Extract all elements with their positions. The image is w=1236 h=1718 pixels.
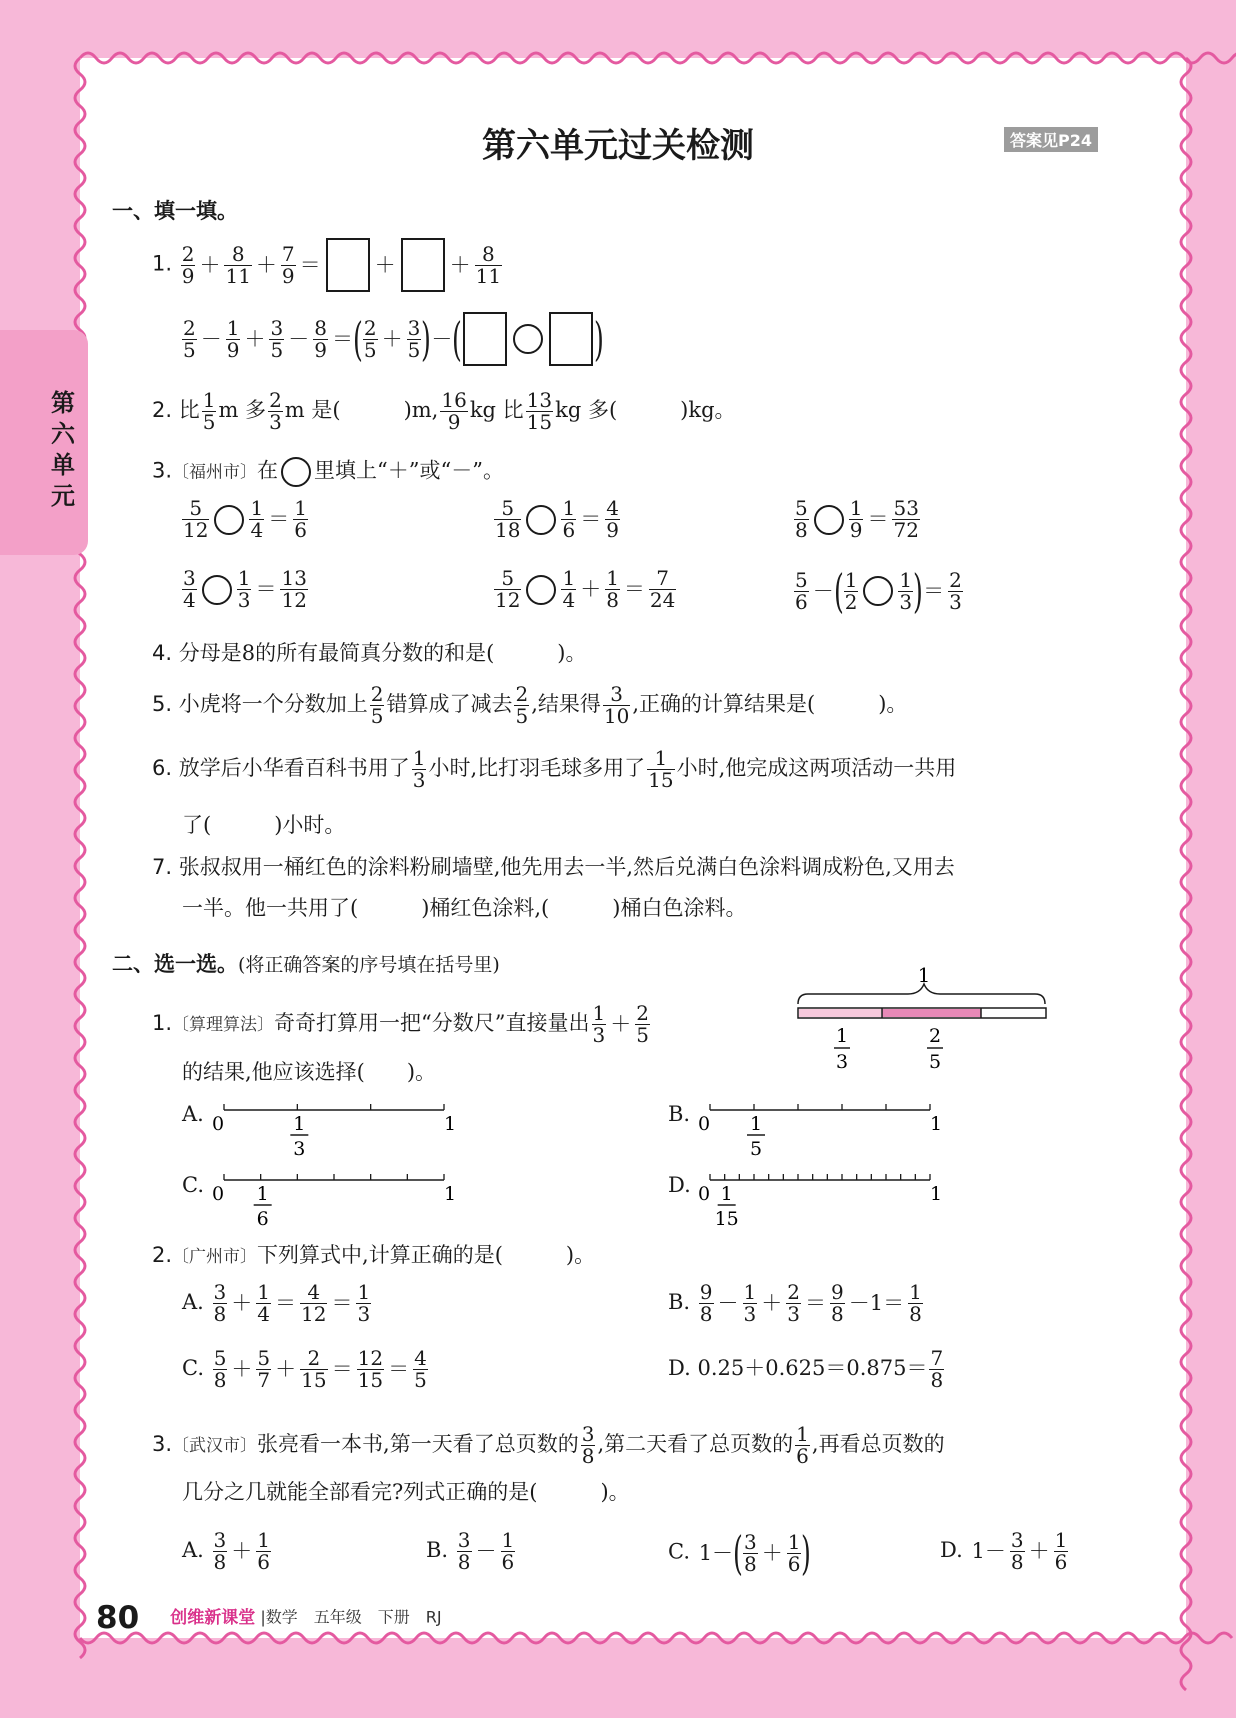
answer-box[interactable]	[463, 312, 507, 366]
q1-6-line1: 6. 放学后小华看百科书用了 $\frac{1}{3}$ 小时,比打羽毛球多用了 $\frac{1}{15}$ 小时,他完成这两项活动一共用	[152, 746, 957, 792]
operator-circle[interactable]	[526, 505, 556, 535]
q1-3-r2c1: $\frac{3}{4}$ $\frac{1}{3}$ ＝ $\frac{13}{12}$	[183, 566, 307, 612]
ruler-zero-label: 0	[697, 1183, 711, 1205]
page-number: 80	[96, 1600, 140, 1636]
q1-6-line2: 了( )小时。	[182, 813, 346, 837]
q1-3-r2c2: $\frac{5}{12}$ $\frac{1}{4}$ ＋ $\frac{1}{8}$ ＝ $\frac{7}{24}$	[495, 566, 676, 612]
q2-2-option-d[interactable]: D. 0.25＋0.625＝0.875＝ $\frac{7}{8}$	[668, 1346, 944, 1392]
page-footer	[96, 1600, 442, 1636]
q1-7-line2: 一半。他一共用了( )桶红色涂料,( )桶白色涂料。	[182, 896, 747, 920]
operator-circle[interactable]	[863, 576, 893, 606]
bar-segment-2-5	[882, 1009, 981, 1017]
ruler-zero-label: 0	[697, 1113, 711, 1135]
operator-circle-icon	[281, 457, 311, 487]
q1-5: 5. 小虎将一个分数加上 $\frac{2}{5}$ 错算成了减去 $\frac{2}{5}$ ,结果得 $\frac{3}{10}$ ,正确的计算结果是( )。	[152, 682, 908, 728]
q2-3-option-d[interactable]: D. 1－ $\frac{3}{8}$ ＋ $\frac{1}{6}$	[940, 1528, 1068, 1574]
ruler-fraction-num: 1	[749, 1113, 763, 1135]
option-c-letter[interactable]: C.	[182, 1173, 204, 1197]
section2-heading: 二、选一选。(将正确答案的序号填在括号里)	[112, 952, 500, 976]
q1-1-line1: 1. $\frac{2}{9}$ ＋ $\frac{8}{11}$ ＋ $\frac{7}{9}$ ＝ ＋ ＋ $\frac{8}{11}$	[152, 238, 504, 292]
q2-3-line2: 几分之几就能全部看完?列式正确的是( )。	[182, 1480, 630, 1504]
q2-2-option-b[interactable]: B. $\frac{9}{8}$ － $\frac{1}{3}$ ＋ $\frac{2}{3}$ ＝ $\frac{9}{8}$ －1＝ $\frac{1}{8}$	[668, 1280, 922, 1326]
operator-circle[interactable]	[202, 575, 232, 605]
ruler-fraction-num: 1	[720, 1183, 733, 1205]
q2-3-option-b[interactable]: B. $\frac{3}{8}$ － $\frac{1}{6}$	[426, 1528, 515, 1574]
ruler-one-label: 1	[443, 1113, 457, 1135]
bar-label-num: 2	[928, 1025, 942, 1047]
ruler-one-label: 1	[929, 1113, 943, 1135]
q2-3-option-a[interactable]: A. $\frac{3}{8}$ ＋ $\frac{1}{6}$	[182, 1528, 270, 1574]
operator-circle[interactable]	[214, 505, 244, 535]
option-b-ruler[interactable]	[696, 1098, 976, 1158]
operator-circle[interactable]	[814, 505, 844, 535]
q2-1-line1: 1.〔算理算法〕奇奇打算用一把“分数尺”直接量出 $\frac{1}{3}$ ＋ $\frac{2}{5}$	[152, 1001, 649, 1047]
option-c-ruler[interactable]	[210, 1168, 490, 1228]
brace	[798, 984, 1045, 1004]
ruler-fraction-den: 15	[714, 1208, 739, 1230]
option-d-ruler[interactable]	[696, 1168, 976, 1228]
q1-3-r1c1: $\frac{5}{12}$ $\frac{1}{4}$ ＝ $\frac{1}{6}$	[183, 496, 307, 542]
ruler-one-label: 1	[443, 1183, 457, 1205]
fraction-ruler-figure	[790, 963, 1070, 1078]
q2-3-line1: 3.〔武汉市〕张亮看一本书,第一天看了总页数的 $\frac{3}{8}$ ,第二天看了总页数的 $\frac{1}{6}$ ,再看总页数的	[152, 1422, 945, 1468]
side-unit-tab	[0, 330, 88, 555]
option-d-letter[interactable]: D.	[668, 1173, 691, 1197]
q1-3-r1c2: $\frac{5}{18}$ $\frac{1}{6}$ ＝ $\frac{4}{9}$	[495, 496, 619, 542]
q1-3-r2c3: $\frac{5}{6}$ －( $\frac{1}{2}$ $\frac{1}{3}$ )＝ $\frac{2}{3}$	[795, 564, 962, 618]
bar-segment-1-3	[799, 1009, 881, 1017]
q1-1-line2: $\frac{2}{5}$ － $\frac{1}{9}$ ＋ $\frac{3}{5}$ － $\frac{8}{9}$ ＝( $\frac{2}{5}$ ＋ $\frac{3}{5}$ )－( )	[183, 312, 605, 366]
q2-2-option-a[interactable]: A. $\frac{3}{8}$ ＋ $\frac{1}{4}$ ＝ $\frac{4}{12}$ ＝ $\frac{1}{3}$	[182, 1280, 371, 1326]
option-a-ruler[interactable]	[210, 1098, 490, 1158]
option-b-letter[interactable]: B.	[668, 1102, 691, 1126]
q1-4: 4. 分母是8的所有最简真分数的和是( )。	[152, 641, 587, 665]
ruler-fraction-den: 5	[749, 1138, 763, 1160]
option-a-letter[interactable]: A.	[182, 1102, 204, 1126]
ruler-one-label: 1	[929, 1183, 943, 1205]
section1-heading: 一、填一填。	[112, 199, 238, 223]
answer-reference-badge: 答案见P24	[1004, 127, 1098, 152]
bar-label-num: 1	[835, 1025, 849, 1047]
q1-7-line1: 7. 张叔叔用一桶红色的涂料粉刷墙壁,他先用去一半,然后兑满白色涂料调成粉色,又用去	[152, 855, 955, 879]
operator-circle[interactable]	[526, 575, 556, 605]
fraction: $\frac{7}{9}$	[281, 241, 295, 288]
answer-box[interactable]	[549, 312, 593, 366]
q2-3-option-c[interactable]: C. 1－( $\frac{3}{8}$ ＋ $\frac{1}{6}$ )	[668, 1526, 812, 1580]
brace-label: 1	[917, 963, 931, 987]
q1-2: 2. 比 $\frac{1}{5}$ m 多 $\frac{2}{3}$ m 是( )m, $\frac{16}{9}$ kg 比 $\frac{13}{15}$ kg 多( )kg。	[152, 388, 736, 434]
book-info: |数学 五年级 下册 RJ	[260, 1607, 442, 1627]
q1-3: 3.〔福州市〕在 里填上“＋”或“－”。	[152, 457, 504, 487]
q2-2: 2.〔广州市〕下列算式中,计算正确的是( )。	[152, 1243, 596, 1267]
q2-1-line2: 的结果,他应该选择( )。	[182, 1060, 437, 1084]
answer-box[interactable]	[326, 238, 370, 292]
ruler-zero-label: 0	[211, 1113, 225, 1135]
ruler-fraction-num: 1	[293, 1113, 306, 1135]
answer-box[interactable]	[401, 238, 445, 292]
ruler-fraction-den: 3	[293, 1138, 306, 1160]
page-title: 第六单元过关检测	[482, 126, 754, 166]
fraction: $\frac{8}{11}$	[475, 241, 502, 288]
bar-label-den: 3	[835, 1051, 849, 1073]
q2-2-option-c[interactable]: C. $\frac{5}{8}$ ＋ $\frac{5}{7}$ ＋ $\frac{2}{15}$ ＝ $\frac{12}{15}$ ＝ $\frac{4}{5}$	[182, 1346, 427, 1392]
ruler-zero-label: 0	[211, 1183, 225, 1205]
operator-circle[interactable]	[513, 324, 543, 354]
q1-3-r1c3: $\frac{5}{8}$ $\frac{1}{9}$ ＝ $\frac{53}{72}$	[795, 496, 919, 542]
side-tab-label: 第六单元	[51, 389, 75, 510]
ruler-fraction-num: 1	[256, 1183, 269, 1205]
brand-name: 创维新课堂	[170, 1607, 256, 1628]
ruler-fraction-den: 6	[256, 1208, 269, 1230]
fraction: $\frac{8}{11}$	[225, 241, 251, 288]
bar-label-den: 5	[928, 1051, 942, 1073]
fraction: $\frac{2}{9}$	[181, 241, 195, 288]
